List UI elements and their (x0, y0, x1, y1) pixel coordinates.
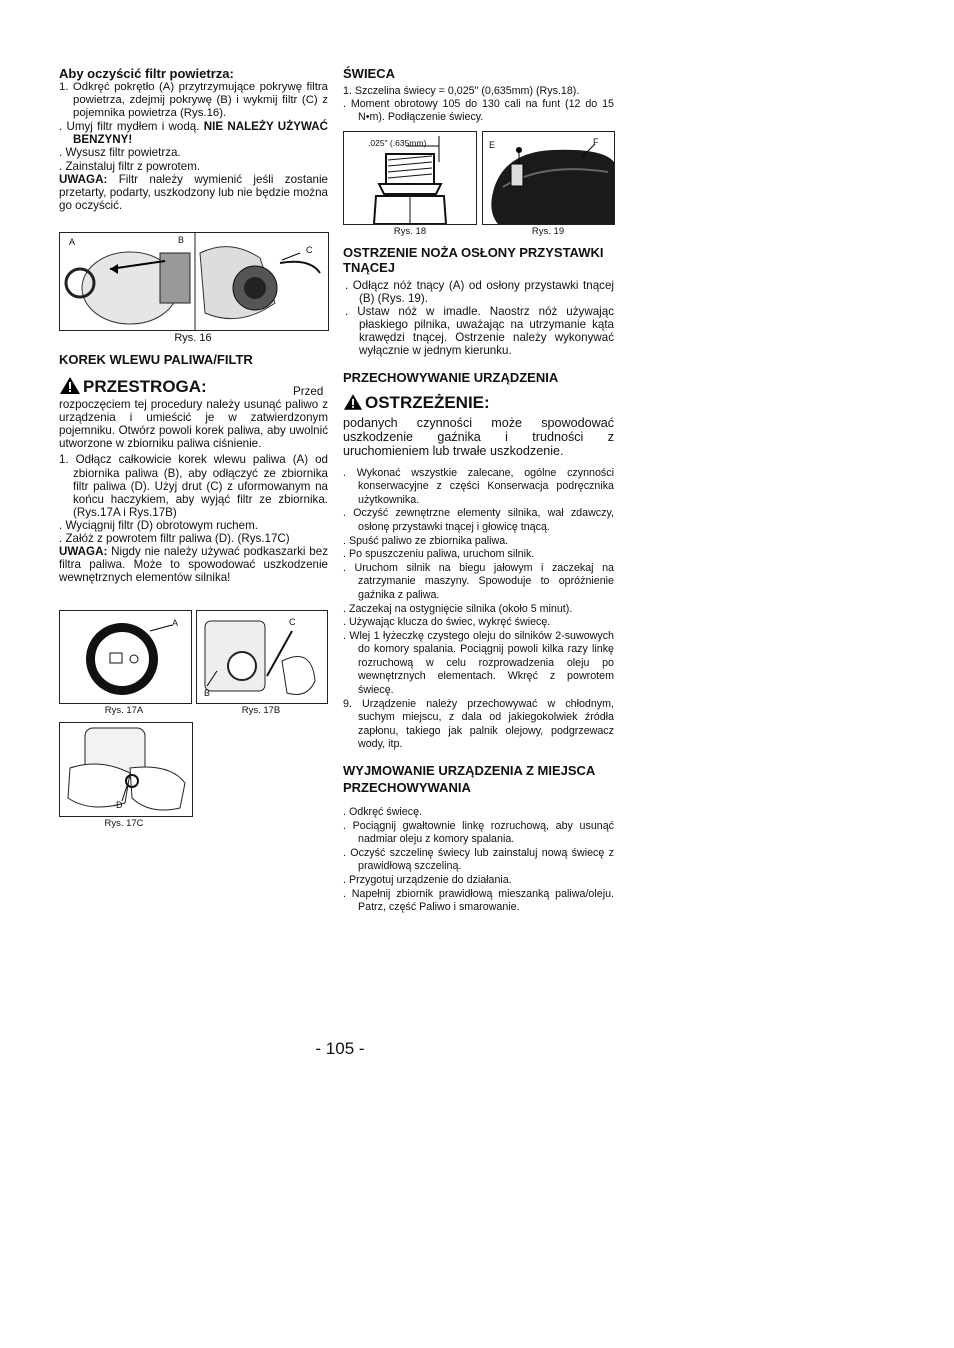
fuel-step-2: . Wyciągnij filtr (D) obrotowym ruchem. (59, 518, 258, 532)
filter-step-3: . Wysusz filtr powietrza. (59, 146, 181, 160)
fig16-label-a: A (69, 237, 76, 247)
storage-step-6: . Zaczekaj na ostygnięcie silnika (około 5 minut). (343, 602, 573, 615)
figure-19 (482, 131, 615, 225)
filter-step-1: 1. Odkręć pokrętło (A) przytrzymujące pokrywę filtra powietrza, zdejmij pokrywę (B) i wykmij filtr (C) z pojemnika powietrza (Rys.16). (59, 81, 328, 120)
warning-text: podanych czynności może spowodować uszkodzenie gaźnika i trudności z uruchomieniem lub trwałe uszkodzenie. (343, 415, 614, 458)
warning-block (343, 393, 614, 416)
fig17b-label-c: C (289, 617, 296, 627)
fig19-caption: Rys. 19 (531, 226, 565, 237)
fig17a-label-a: A (172, 618, 179, 628)
figure-16-illustration (60, 233, 328, 330)
warning-triangle-icon (343, 393, 363, 416)
storage-step-9: 9. Urządzenie należy przechowywać w chłodnym, suchym miejscu, z dala od jakiegokolwiek źródła zapłonu, takiego jak palnik olejowy, podgrzewacz wody, itp. (343, 697, 614, 751)
fuel-cap-heading: KOREK WLEWU PALIWA/FILTR (59, 352, 253, 367)
filter-step-4: . Zainstaluj filtr z powrotem. (59, 159, 201, 173)
figure-16 (59, 232, 329, 331)
figure-18 (343, 131, 477, 225)
storage-step-3: . Spuść paliwo ze zbiornika paliwa. (343, 534, 509, 547)
removal-step-4: . Przygotuj urządzenie do działania. (343, 874, 512, 886)
figure-17b-illustration (197, 611, 327, 703)
removal-heading: WYJMOWANIE URZĄDZENIA Z MIEJSCA PRZECHOWYWANIA (343, 763, 595, 796)
fig19-label-f: F (593, 137, 599, 147)
figure-17c (59, 722, 193, 817)
fig18-gap-label: .025" (.635mm) (368, 138, 427, 148)
storage-step-4: . Po spuszczeniu paliwa, uruchom silnik. (343, 548, 535, 561)
removal-step-1: . Odkręć świecę. (343, 806, 422, 819)
air-filter-heading: Aby oczyścić filtr powietrza: (59, 66, 234, 81)
figure-17a (59, 610, 192, 704)
storage-heading: PRZECHOWYWANIE URZĄDZENIA (343, 369, 559, 385)
storage-step-7: . Używając klucza do świec, wykręć świecę. (343, 616, 551, 629)
figure-17c-illustration (60, 723, 192, 816)
fig17a-caption: Rys. 17A (104, 705, 144, 716)
fig17b-caption: Rys. 17B (241, 705, 281, 716)
fuel-step-3: . Załóż z powrotem filtr paliwa (D). (Rys.17C) (59, 532, 290, 546)
warning-triangle-icon (59, 376, 81, 399)
fig17b-label-b: B (204, 688, 211, 698)
plug-step-1: 1. Szczelina świecy = 0,025" (0,635mm) (Rys.18). (343, 85, 580, 97)
caution-text: Przed rozpoczęciem tej procedury należy usunąć paliwo z urządzenia i umieścić je w zatwierdzonym pojemniku. Otwórz powoli korek paliwa, aby uwolnić utworzone w zbiorniku paliwa ciśnienie. (59, 385, 328, 451)
blade-sharpening-heading: OSTRZENIE NOŻA OSŁONY PRZYSTAWKI TNĄCEJ (343, 245, 604, 275)
storage-step-5: . Uruchom silnik na biegu jałowym i zaczekaj na zatrzymanie maszyny. Spowoduje to opróżnienie gaźnika z paliwa. (343, 561, 614, 601)
removal-step-2: . Pociągnij gwałtownie linkę rozruchową, aby usunąć nadmiar oleju z komory spalania. (343, 819, 614, 846)
removal-step-3: . Oczyść szczelinę świecy lub zainstaluj nową świecę z prawidłową szczeliną. (343, 846, 614, 873)
warning-title: OSTRZEŻENIE: (365, 392, 490, 412)
figure-17b (196, 610, 328, 704)
fig16-label-c: C (306, 245, 313, 255)
filter-note: UWAGA: Filtr należy wymienić jeśli zostanie przetarty, podarty, uszkodzony lub nie będzie można go oczyścić. (59, 172, 328, 212)
fig17c-label-d: D (116, 800, 123, 810)
fig18-caption: Rys. 18 (393, 226, 427, 237)
caution-title: PRZESTROGA: (83, 377, 207, 396)
fuel-step-1: 1. Odłącz całkowicie korek wlewu paliwa (A) od zbiornika paliwa (B), aby odłączyć ze zbiornika filtr paliwa (D). Użyj drut (C) z uformowanym na końcu haczykiem, aby wyjąć filtr ze zbiornika. (Rys.17A i Rys.17B) (59, 453, 328, 519)
blade-step-1: . Odłącz nóż tnący (A) od osłony przystawki tnącej (B) (Rys. 19). (345, 279, 614, 306)
storage-step-1: . Wykonać wszystkie zalecane, ogólne czynności konserwacyjne z części Konserwacja podręcznika użytkownika. (343, 466, 614, 506)
fig16-caption: Rys. 16 (174, 332, 212, 344)
removal-step-5: . Napełnij zbiornik prawidłową mieszanką paliwa/oleju. Patrz, część Paliwo i smarowanie. (343, 887, 614, 914)
storage-step-8: . Wlej 1 łyżeczkę czystego oleju do silników 2-suwowych do komory spalania. Pociągnij powoli kilka razy linkę rozruchową w celu rozprowadzenia oleju po wewnętrznych elementach. Wkręć z powrotem świecę. (343, 629, 614, 697)
plug-step-2: . Moment obrotowy 105 do 130 cali na funt (12 do 15 N•m). Podłączenie świecy. (343, 98, 614, 123)
storage-step-2: . Oczyść zewnętrzne elementy silnika, wał zdawczy, osłonę przystawki tnącej i głowicę tnącą. (343, 507, 614, 533)
blade-step-2: . Ustaw nóż w imadle. Naostrz nóż używając płaskiego pilnika, uważając na utrzymanie kąta krawędzi tnącej. Ostrzenie należy wykonywać wyłącznie w jednym kierunku. (345, 305, 614, 358)
filter-step-2: . Umyj filtr mydłem i wodą. NIE NALEŻY UŻYWAĆ BENZYNY! (59, 120, 328, 147)
fig19-label-e: E (489, 140, 496, 150)
spark-plug-heading: ŚWIECA (343, 66, 395, 81)
fig16-label-b: B (178, 235, 185, 245)
page-number: - 105 - (315, 1039, 365, 1058)
fuel-note: UWAGA: Nigdy nie należy używać podkaszarki bez filtra paliwa. Może to spowodować uszkodzenie wewnętrznych elementów silnika! (59, 545, 328, 585)
fig17c-caption: Rys. 17C (104, 818, 144, 829)
